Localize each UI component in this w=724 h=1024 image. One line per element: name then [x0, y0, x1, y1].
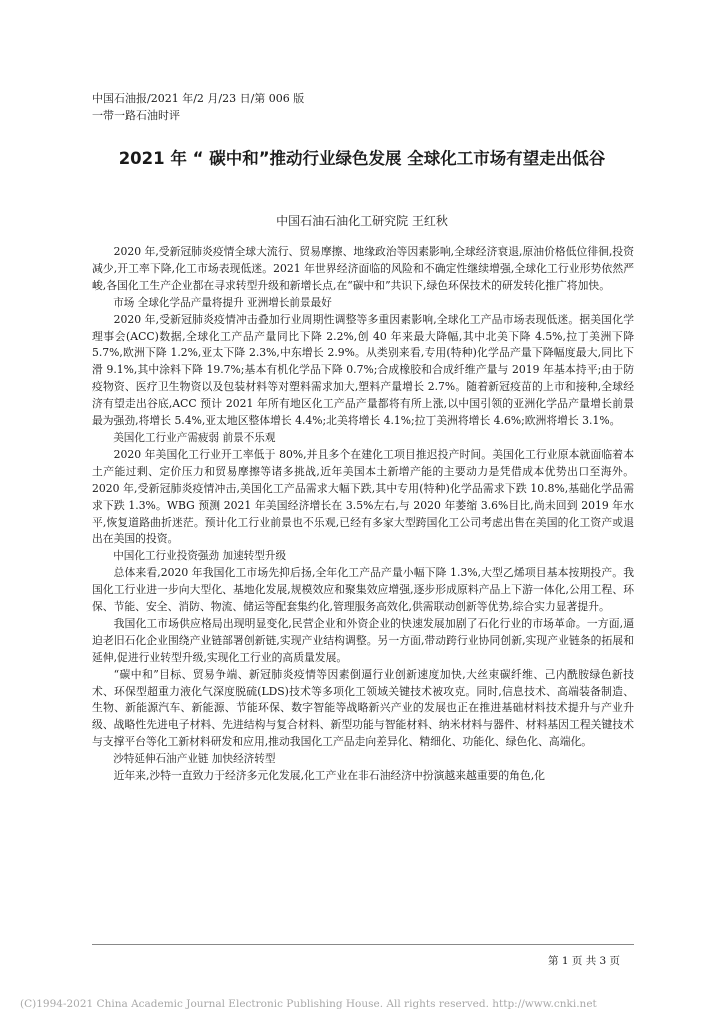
paragraph: 总体来看,2020 年我国化工市场先抑后扬,全年化工产品产量小幅下降 1.3%,大型乙烯项目基本按期投产。我国化工行业进一步向大型化、基地化发展,规模效应和聚集效应增强,逐步形成原料产品上下游一体化,公用工程、环保、节能、安全、消防、物流、储运等配套集约化,管理服务高效化,供需联动创新等优势,综合实力显著提升。 — [92, 566, 634, 614]
subheading: 美国化工行业产需疲弱 前景不乐观 — [113, 431, 276, 444]
header-source — [92, 90, 304, 124]
article-body — [92, 244, 634, 785]
author-byline: 中国石油石油化工研究院 王红秋 — [276, 214, 448, 228]
paragraph: 2020 年,受新冠肺炎疫情冲击叠加行业周期性调整等多重因素影响,全球化工产品市场表现低迷。据美国化学理事会(ACC)数据,全球化工产品产量同比下降 2.2%,创 40 年来最大降幅,其中北美下降 4.5%,拉丁美洲下降 5.7%,欧洲下降 1.2%,亚太下降 2.3%,中东增长 2.9%。从类别来看,专用(特种)化学品产量下降幅度最大,同比下滑 9.1%,其中涂料下降 19.7%;基本有机化学品下降 0.7%;合成橡胶和合成纤维产量与 2019 年基本持平;由于防疫物资、医疗卫生物资以及包装材料等对塑料需求加大,塑料产量增长 2.7%。随着新冠疫苗的上市和接种,全球经济有望走出谷底,ACC 预计 2021 年所有地区化工产品产量都将有所上涨,以中国引领的亚洲化学品产量增长前景最为强劲,将增长 5.4%,亚太地区整体增长 4.4%;北美将增长 4.1%;拉丁美洲将增长 4.6%;欧洲将增长 3.1%。 — [92, 312, 634, 428]
paragraph: 2020 年,受新冠肺炎疫情全球大流行、贸易摩擦、地缘政治等因素影响,全球经济衰退,原油价格低位徘徊,投资减少,开工率下降,化工市场表现低迷。2021 年世界经济面临的风险和不确定性继续增强,全球化工行业形势依然严峻,各国化工生产企业都在寻求转型升级和新增长点,在“碳中和”共识下,绿色环保技术的研发转化推广将加快。 — [92, 245, 634, 292]
subheading: 中国化工行业投资强劲 加速转型升级 — [113, 550, 287, 563]
column-line: 一带一路石油时评 — [92, 109, 180, 122]
paragraph: “碳中和”目标、贸易争端、新冠肺炎疫情等因素倒逼行业创新速度加快,大丝束碳纤维、己内酰胺绿色新技术、环保型超重力液化气深度脱硫(LDS)技术等多项化工领域关键技术被攻克。同时,信息技术、高端装备制造、生物、新能源汽车、新能源、节能环保、数字智能等战略新兴产业的发展也正在推进基础材料技术提升与产业升级、战略性先进电子材料、先进结构与复合材料、新型功能与智能材料、纳米材料与器件、材料基因工程关键技术与支撑平台等化工新材料研发和应用,推动我国化工产品走向差异化、精细化、功能化、绿色化、高端化。 — [92, 667, 634, 749]
subheading: 市场 全球化学品产量将提升 亚洲增长前景最好 — [113, 296, 332, 309]
copyright-watermark: (C)1994-2021 China Academic Journal Electronic Publishing House. All rights reserved. http://www.cnki.net — [20, 998, 597, 1010]
paragraph: 2020 年美国化工行业开工率低于 80%,并且多个在建化工项目推迟投产时间。美国化工行业原本就面临着本土产能过剩、定价压力和贸易摩擦等诸多挑战,近年美国本土新增产能的主要动力是凭借成本优势出口至海外。2020 年,受新冠肺炎疫情冲击,美国化工产品需求大幅下跌,其中专用(特种)化学品需求下跌 10.8%,基础化学品需求下跌 1.3%。WBG 预测 2021 年美国经济增长在 3.5%左右,与 2020 年萎缩 3.6%目比,尚未回到 2019 年水平,恢复道路曲折迷茫。预计化工行业前景也不乐观,已经有多家大型跨国化工公司考虑出售在美国的化工资产或退出在美国的投资。 — [92, 447, 634, 546]
footer-divider — [92, 944, 634, 945]
subheading: 沙特延伸石油产业链 加快经济转型 — [113, 753, 276, 766]
page-number: 第 1 页 共 3 页 — [548, 955, 621, 967]
paragraph: 我国化工市场供应格局出现明显变化,民营企业和外资企业的快速发展加剧了石化行业的市场革命。一方面,逼迫老旧石化企业围绕产业链部署创新链,实现产业结构调整。另一方面,带动跨行业协同创新,实现产业链条的拓展和延伸,促进行业转型升级,实现化工行业的高质量发展。 — [92, 616, 634, 664]
article-title: 2021 年 “ 碳中和”推动行业绿色发展 全球化工市场有望走出低谷 — [118, 149, 606, 168]
source-line: 中国石油报/2021 年/2 月/23 日/第 006 版 — [92, 92, 305, 105]
paragraph: 近年来,沙特一直致力于经济多元化发展,化工产业在非石油经济中扮演越来越重要的角色,化 — [113, 769, 545, 783]
